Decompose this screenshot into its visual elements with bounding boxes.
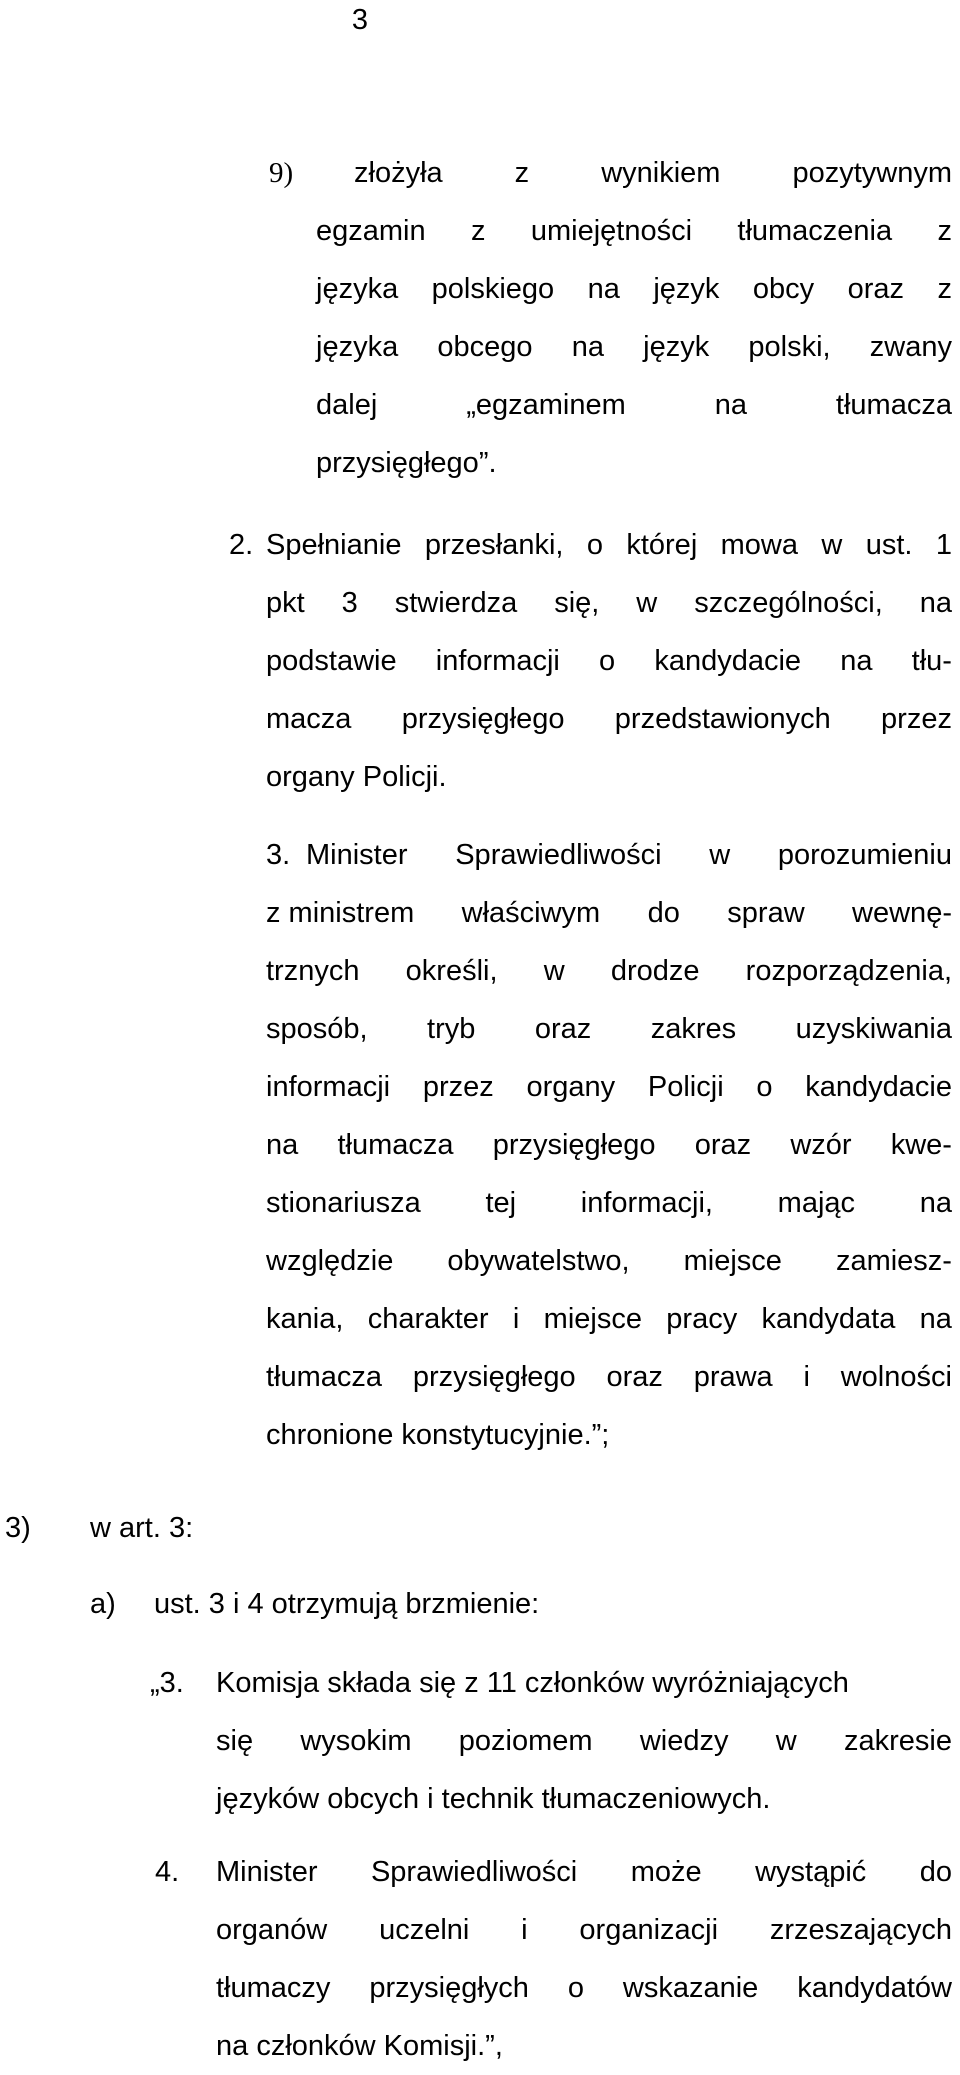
word: i [512, 1303, 520, 1335]
para-3-text [266, 826, 952, 1464]
word: obcy [752, 273, 815, 305]
word: charakter [367, 1303, 489, 1335]
word: pracy [666, 1303, 738, 1335]
item9-line [316, 434, 952, 492]
para3-line [266, 1000, 952, 1058]
word: złożyła [354, 157, 443, 189]
word: i [521, 1914, 528, 1946]
item9-line [316, 376, 952, 434]
word: zakres [650, 1013, 737, 1045]
word: o [567, 1972, 584, 2004]
word: kwe- [890, 1129, 952, 1161]
word: miejsce [683, 1245, 782, 1277]
word: może [630, 1856, 702, 1888]
word: przedstawionych [614, 703, 831, 735]
word: z [514, 157, 530, 189]
item-a-letter: a) [90, 1588, 116, 1620]
word: wewnę- [852, 897, 952, 929]
word: „egzaminem [466, 389, 626, 421]
word: podstawie [266, 645, 397, 677]
para3-line [266, 942, 952, 1000]
word: drodze [610, 955, 700, 987]
word: w [821, 529, 843, 561]
word: na [840, 645, 873, 677]
word: chronione konstytucyjnie.”; [266, 1419, 610, 1451]
para3-line [266, 1058, 952, 1116]
word: przysięgłego”. [316, 447, 497, 479]
new4-line [216, 2017, 952, 2075]
word: trznych [266, 955, 360, 987]
word: obywatelstwo, [447, 1245, 630, 1277]
word: dalej [316, 389, 378, 421]
word: Policji [647, 1071, 724, 1103]
word: języka [316, 331, 399, 363]
word: tłumacza [835, 389, 952, 421]
item9-line [316, 144, 952, 202]
word: egzamin [316, 215, 426, 247]
word: przysięgłego [412, 1361, 576, 1393]
word: wystąpić [755, 1856, 867, 1888]
word: na członków Komisji.”, [216, 2030, 503, 2062]
word: i [803, 1361, 810, 1393]
para3-line [266, 1116, 952, 1174]
word: rozporządzenia, [745, 955, 952, 987]
word: języka [316, 273, 399, 305]
word: poziomem [458, 1725, 593, 1757]
word: wskazanie [622, 1972, 759, 2004]
word: przysięgłego [401, 703, 565, 735]
item9-line [316, 260, 952, 318]
para2-line [266, 632, 952, 690]
para3-line [266, 1290, 952, 1348]
new3-line [216, 1654, 952, 1712]
word: tryb [427, 1013, 476, 1045]
word: pkt [266, 587, 305, 619]
word: oraz [534, 1013, 592, 1045]
word: tłumacza [337, 1129, 454, 1161]
word: 3 [341, 587, 358, 619]
item-9-text [316, 144, 952, 492]
word: język [643, 331, 710, 363]
word: języków obcych i technik tłumaczeniowych. [216, 1783, 771, 1815]
word: na [587, 273, 620, 305]
para2-line [266, 574, 952, 632]
word: której [626, 529, 698, 561]
word: z [937, 215, 952, 247]
word: w [775, 1725, 797, 1757]
item9-line [316, 202, 952, 260]
word: umiejętności [530, 215, 693, 247]
word: Minister [216, 1856, 318, 1888]
item-9-number: 9) [269, 157, 294, 189]
word: oraz [606, 1361, 663, 1393]
item9-line [316, 318, 952, 376]
word: oraz [847, 273, 905, 305]
word: do [919, 1856, 952, 1888]
word: się, [554, 587, 600, 619]
word: ust. [865, 529, 913, 561]
word: stwierdza [394, 587, 518, 619]
new-4-number: 4. [155, 1856, 180, 1888]
word: sposób, [266, 1013, 368, 1045]
word: w [543, 955, 565, 987]
new3-line [216, 1770, 952, 1828]
word: tłumaczy [216, 1972, 331, 2004]
item-a-text: ust. 3 i 4 otrzymują brzmienie: [154, 1588, 540, 1620]
word: polski, [748, 331, 831, 363]
new4-line [216, 1901, 952, 1959]
word: szczególności, [694, 587, 883, 619]
word: wynikiem [601, 157, 721, 189]
word: do [647, 897, 680, 929]
word: przesłanki, [424, 529, 564, 561]
new4-line [216, 1959, 952, 2017]
new-4-text [216, 1843, 952, 2075]
para-3-number: 3. [266, 839, 291, 871]
word: z [937, 273, 952, 305]
word: zrzeszających [769, 1914, 952, 1946]
word: w [709, 839, 731, 871]
word: przez [422, 1071, 494, 1103]
word: wysokim [300, 1725, 412, 1757]
word: określi, [405, 955, 498, 987]
word: zwany [869, 331, 952, 363]
word: o [756, 1071, 773, 1103]
word: tłu- [911, 645, 952, 677]
para3-line [266, 826, 952, 884]
word: o [599, 645, 616, 677]
word: z [470, 215, 486, 247]
word: macza [266, 703, 352, 735]
word: organy [526, 1071, 616, 1103]
word: względzie [266, 1245, 394, 1277]
para-2-text [266, 516, 952, 806]
word: przez [881, 703, 952, 735]
para2-line [266, 748, 952, 806]
para3-line [266, 1174, 952, 1232]
word: informacji [435, 645, 560, 677]
word: pozytywnym [792, 157, 952, 189]
word: Sprawiedliwości [455, 839, 662, 871]
para2-line [266, 516, 952, 574]
word: Spełnianie [266, 529, 402, 561]
word: zamiesz- [835, 1245, 952, 1277]
word: tłumaczenia [737, 215, 893, 247]
word: organizacji [579, 1914, 719, 1946]
word: kandydata [761, 1303, 896, 1335]
word: w [636, 587, 658, 619]
word: mając [777, 1187, 856, 1219]
para3-line [266, 1406, 952, 1464]
word: kandydacie [805, 1071, 952, 1103]
word: na [919, 1187, 952, 1219]
word: tłumacza [266, 1361, 383, 1393]
word: o [586, 529, 603, 561]
word: Komisja składa się z 11 członków wyróżniających [216, 1667, 849, 1699]
word: informacji, [580, 1187, 713, 1219]
word: język [653, 273, 720, 305]
para3-line [266, 1232, 952, 1290]
para3-line [266, 884, 952, 942]
word: tej [485, 1187, 517, 1219]
word: kandydacie [654, 645, 802, 677]
word: mowa [720, 529, 798, 561]
word: organy Policji. [266, 761, 447, 793]
page-number: 3 [351, 4, 369, 36]
word: wiedzy [639, 1725, 729, 1757]
word: Minister [306, 839, 408, 871]
word: wzór [790, 1129, 852, 1161]
word: wolności [840, 1361, 952, 1393]
word: właściwym [461, 897, 601, 929]
word: na [919, 587, 952, 619]
word: przysięgłych [369, 1972, 529, 2004]
word: spraw [727, 897, 805, 929]
word: na [571, 331, 604, 363]
new3-line [216, 1712, 952, 1770]
word: na [714, 389, 747, 421]
word: przysięgłego [492, 1129, 656, 1161]
word: organów [216, 1914, 328, 1946]
word: kandydatów [797, 1972, 952, 2004]
word: kania, [266, 1303, 344, 1335]
word: informacji [266, 1071, 391, 1103]
para-2-number: 2. [229, 529, 254, 561]
word: uczelni [379, 1914, 470, 1946]
word: Sprawiedliwości [370, 1856, 578, 1888]
item-3-text: w art. 3: [90, 1512, 194, 1544]
word: porozumieniu [777, 839, 952, 871]
item-3-number: 3) [5, 1512, 31, 1544]
word: polskiego [431, 273, 555, 305]
word: stionariusza [266, 1187, 421, 1219]
word: 1 [935, 529, 952, 561]
word: miejsce [543, 1303, 642, 1335]
word: się [216, 1725, 254, 1757]
word: oraz [694, 1129, 752, 1161]
word: zakresie [843, 1725, 952, 1757]
word: prawa [693, 1361, 773, 1393]
word: z ministrem [266, 897, 415, 929]
word: na [266, 1129, 299, 1161]
word: obcego [437, 331, 533, 363]
para3-line [266, 1348, 952, 1406]
new4-line [216, 1843, 952, 1901]
new-3-number: „3. [150, 1667, 184, 1699]
new-3-text [216, 1654, 952, 1828]
para2-line [266, 690, 952, 748]
word: uzyskiwania [795, 1013, 952, 1045]
word: na [919, 1303, 952, 1335]
